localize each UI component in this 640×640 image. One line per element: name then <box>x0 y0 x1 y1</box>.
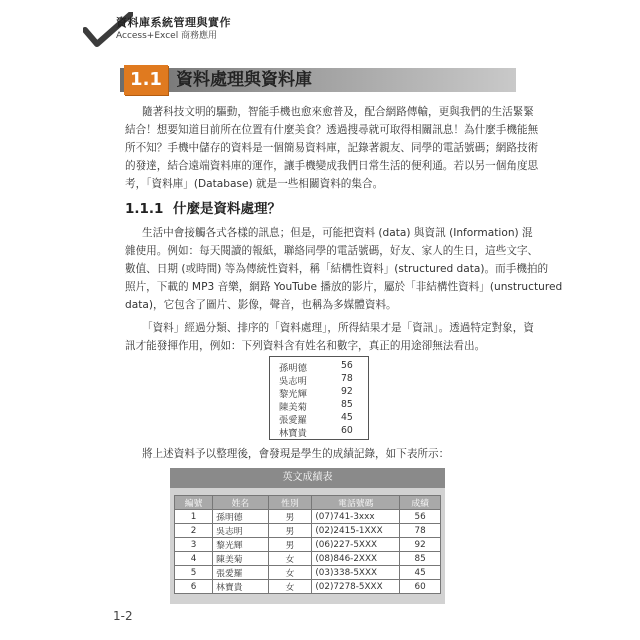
table-caption: 英文成績表 <box>170 468 445 488</box>
table-row <box>175 580 441 594</box>
cell-id: 1 <box>175 510 213 524</box>
cell-gender: 女 <box>268 552 312 566</box>
cell-name: 黎光輝 <box>213 538 268 552</box>
table-row <box>175 538 441 552</box>
cell-score: 92 <box>400 538 441 552</box>
list-item-value: 85 <box>341 399 353 410</box>
page-number: 1-2 <box>113 609 133 623</box>
header-subtitle: Access+Excel 商務應用 <box>116 31 218 41</box>
cell-phone: (06)227-5XXX <box>312 538 400 552</box>
cell-score: 56 <box>400 510 441 524</box>
para1-line: 照片，下載的 MP3 音樂，網路 YouTube 播放的影片，屬於「非結構性資料」(unstructured <box>125 281 563 293</box>
list-item-name: 孫明德 <box>279 363 307 374</box>
table-row <box>175 510 441 524</box>
list-item-name: 張愛羅 <box>279 415 307 426</box>
para2-line: 「資料」經過分類、排序的「資料處理」，所得結果才是「資訊」。透過特定對象，資 <box>142 322 534 334</box>
para1-line: 數值、日期 (或時間) 等為傳統性資料，稱「結構性資料」(structured data)。而手機拍的 <box>125 263 549 275</box>
cell-name: 吳志明 <box>213 524 268 538</box>
subsection-title: 什麼是資料處理？ <box>173 201 281 217</box>
intro-line: 結合！想要知道目前所在位置有什麼美食？透過搜尋就可取得相關訊息！為什麼手機能無 <box>125 124 539 136</box>
para1-line: data)，它包含了圖片、影像，聲音，也稱為多媒體資料。 <box>125 299 397 311</box>
cell-gender: 男 <box>268 538 312 552</box>
cell-gender: 女 <box>268 580 312 594</box>
list-item-value: 56 <box>341 360 353 371</box>
list-item-value: 92 <box>341 386 353 397</box>
table-intro: 將上述資料予以整理後，會發現是學生的成績記錄，如下表所示： <box>142 448 450 460</box>
grades-table <box>174 495 441 594</box>
col-header-gender: 性別 <box>268 496 312 510</box>
table-row <box>175 566 441 580</box>
intro-line: 考，「資料庫」(Database) 就是一些相關資料的集合。 <box>125 178 384 190</box>
list-item-name: 吳志明 <box>279 376 307 387</box>
cell-id: 6 <box>175 580 213 594</box>
table-row <box>175 552 441 566</box>
col-header-score: 成績 <box>400 496 441 510</box>
section-number: 1.1 <box>124 65 168 95</box>
cell-gender: 男 <box>268 524 312 538</box>
subsection-number: 1.1.1 <box>125 201 164 217</box>
cell-name: 林寶貴 <box>213 580 268 594</box>
cell-name: 陳美菊 <box>213 552 268 566</box>
cell-phone: (02)7278-5XXX <box>312 580 400 594</box>
section-title: 資料處理與資料庫 <box>176 70 312 90</box>
subsection-heading <box>125 197 281 217</box>
cell-gender: 男 <box>268 510 312 524</box>
cell-name: 張愛羅 <box>213 566 268 580</box>
cell-id: 3 <box>175 538 213 552</box>
col-header-phone: 電話號碼 <box>312 496 400 510</box>
intro-line: 的發達，結合遠端資料庫的運作，讓手機變成我們日常生活的便利通。若以另一個角度思 <box>125 160 539 172</box>
table-row <box>175 524 441 538</box>
cell-id: 2 <box>175 524 213 538</box>
cell-id: 4 <box>175 552 213 566</box>
cell-name: 孫明德 <box>213 510 268 524</box>
col-header-name: 姓名 <box>213 496 268 510</box>
cell-phone: (08)846-2XXX <box>312 552 400 566</box>
cell-score: 78 <box>400 524 441 538</box>
list-item-name: 黎光輝 <box>279 389 307 400</box>
table-header-row <box>175 496 441 510</box>
cell-score: 45 <box>400 566 441 580</box>
cell-score: 85 <box>400 552 441 566</box>
cell-score: 60 <box>400 580 441 594</box>
header-title: 資料庫系統管理與實作 <box>116 16 231 29</box>
list-item-value: 45 <box>341 412 353 423</box>
intro-line: 隨著科技文明的驅動，智能手機也愈來愈普及，配合網路傳輸，更與我們的生活緊緊 <box>142 106 534 118</box>
col-header-id: 編號 <box>175 496 213 510</box>
list-item-name: 陳美菊 <box>279 402 307 413</box>
list-item-name: 林寶貴 <box>279 428 307 439</box>
intro-line: 所不知？手機中儲存的資料是一個簡易資料庫，記錄著親友、同學的電話號碼；網路技術 <box>125 142 539 154</box>
list-item-value: 60 <box>341 425 353 436</box>
cell-gender: 女 <box>268 566 312 580</box>
para1-line: 生活中會接觸各式各樣的訊息；但是，可能把資料 (data) 與資訊 (Information) 混 <box>142 227 533 239</box>
para2-line: 訊才能發揮作用，例如：下列資料含有姓名和數字，真正的用途卻無法看出。 <box>125 340 486 352</box>
list-item-value: 78 <box>341 373 353 384</box>
cell-phone: (02)2415-1XXX <box>312 524 400 538</box>
cell-id: 5 <box>175 566 213 580</box>
cell-phone: (03)338-5XXX <box>312 566 400 580</box>
cell-phone: (07)741-3xxx <box>312 510 400 524</box>
para1-line: 雜使用。例如：每天閱讀的報紙，聯絡同學的電話號碼，好友、家人的生日，這些文字、 <box>125 245 539 257</box>
